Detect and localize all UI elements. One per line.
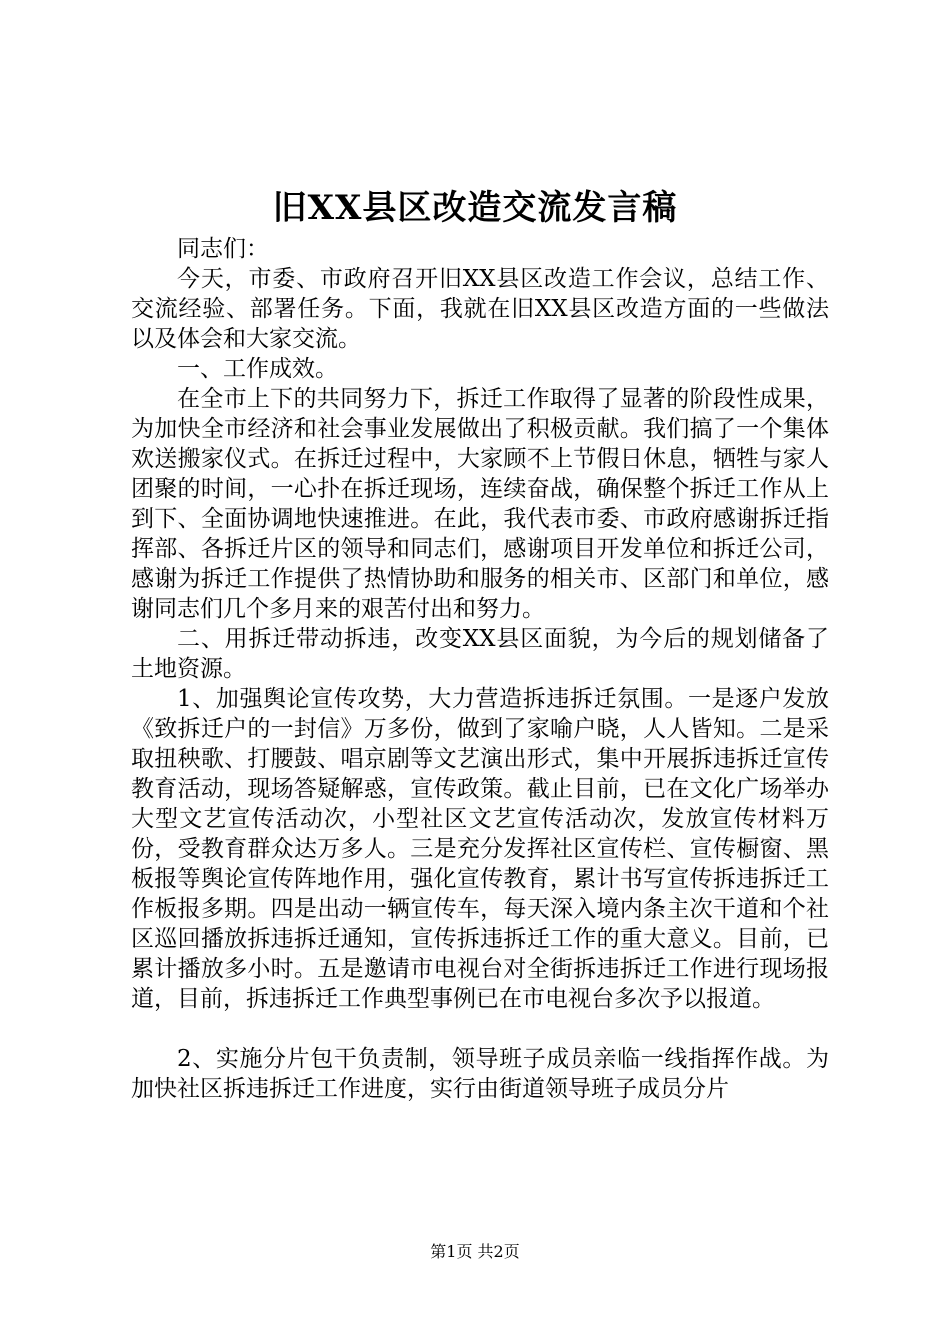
- paragraph-publicity: 1、加强舆论宣传攻势，大力营造拆违拆迁氛围。一是逐户发放《致拆迁户的一封信》万多份，做到了家喻户晓，人人皆知。二是采取扭秧歌、打腰鼓、唱京剧等文艺演出形式，集中开展拆违拆迁宣传教育活动，现场答疑解惑，宣传政策。截止目前，已在文化广场举办大型文艺宣传活动次，小型社区文艺宣传活动次，发放宣传材料万份，受教育群众达万多人。三是充分发挥社区宣传栏、宣传橱窗、黑板报等舆论宣传阵地作用，强化宣传教育，累计书写宣传拆违拆迁工作板报多期。四是出动一辆宣传车，每天深入境内条主次干道和个社区巡回播放拆违拆迁通知，宣传拆违拆迁工作的重大意义。目前，已累计播放多小时。五是邀请市电视台对全街拆违拆迁工作进行现场报道，目前，拆违拆迁工作典型事例已在市电视台多次予以报道。: [131, 686, 829, 1012]
- section-heading-1: 一、工作成效。: [177, 356, 338, 382]
- document-body: [131, 234, 829, 1104]
- document-title: 旧XX县区改造交流发言稿: [272, 188, 678, 228]
- page-footer: 第1页 共2页: [430, 1242, 520, 1261]
- paragraph-responsibility: 2、实施分片包干负责制，领导班子成员亲临一线指挥作战。为加快社区拆违拆迁工作进度，实行由街道领导班子成员分片: [131, 1046, 829, 1102]
- paragraph-intro: 今天，市委、市政府召开旧XX县区改造工作会议，总结工作、交流经验、部署任务。下面，我就在旧XX县区改造方面的一些做法以及体会和大家交流。: [131, 266, 829, 352]
- paragraph-results: 在全市上下的共同努力下，拆迁工作取得了显著的阶段性成果，为加快全市经济和社会事业发展做出了积极贡献。我们搞了一个集体欢送搬家仪式。在拆迁过程中，大家顾不上节假日休息，牺牲与家人团聚的时间，一心扑在拆迁现场，连续奋战，确保整个拆迁工作从上到下、全面协调地快速推进。在此，我代表市委、市政府感谢拆迁指挥部、各拆迁片区的领导和同志们，感谢项目开发单位和拆迁公司，感谢为拆迁工作提供了热情协助和服务的相关市、区部门和单位，感谢同志们几个多月来的艰苦付出和努力。: [131, 386, 829, 622]
- salutation: 同志们：: [177, 236, 269, 262]
- section-heading-2: 二、用拆迁带动拆违，改变XX县区面貌，为今后的规划储备了土地资源。: [131, 626, 829, 682]
